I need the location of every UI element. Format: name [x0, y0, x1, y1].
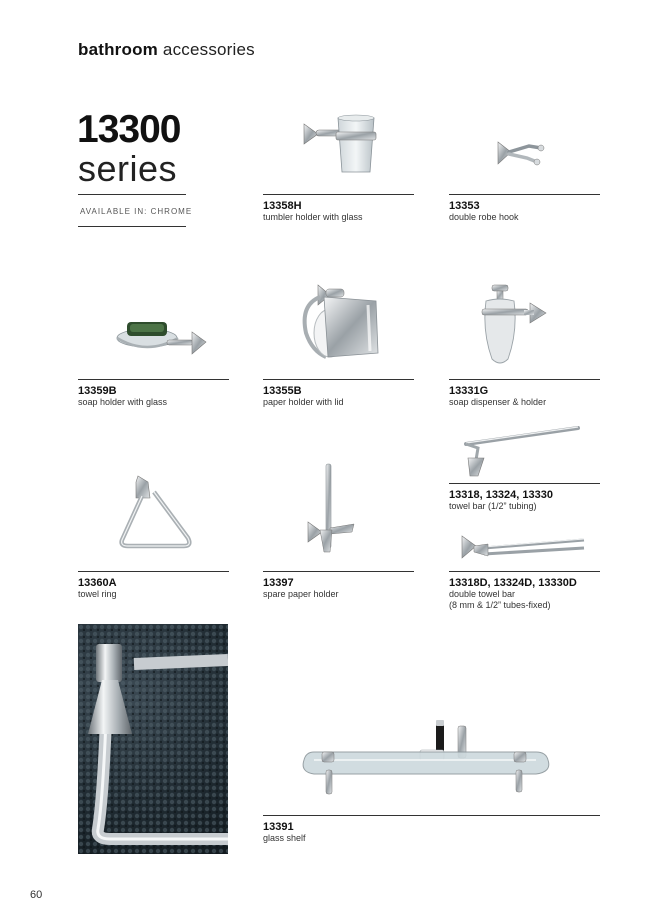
item-code-double-towel-bar: 13318D, 13324D, 13330D [449, 577, 577, 589]
item-code-13360A: 13360A [78, 577, 117, 589]
divider-double-towel-bar [449, 571, 600, 572]
divider-13355B [263, 379, 414, 380]
item-code-13391: 13391 [263, 821, 294, 833]
tumbler-holder-image [300, 110, 390, 180]
towel-ring-closeup-photo [78, 624, 228, 854]
divider-13359B [78, 379, 229, 380]
item-desc-13355B: paper holder with lid [263, 397, 344, 407]
availability-note: AVAILABLE IN: CHROME [80, 207, 193, 216]
item-code-towel-bar: 13318, 13324, 13330 [449, 489, 553, 501]
divider-13397 [263, 571, 414, 572]
series-divider-top [78, 194, 186, 195]
item-desc2-double-towel-bar: (8 mm & 1/2” tubes-fixed) [449, 600, 551, 610]
page-header [78, 40, 255, 60]
divider-13360A [78, 571, 229, 572]
divider-towel-bar [449, 483, 600, 484]
series-word: series [78, 148, 178, 189]
item-desc-13397: spare paper holder [263, 589, 339, 599]
item-desc-13391: glass shelf [263, 833, 306, 843]
item-desc-13359B: soap holder with glass [78, 397, 168, 407]
divider-13391 [263, 815, 600, 816]
item-code-13353: 13353 [449, 200, 480, 212]
header-light: accessories [162, 40, 255, 59]
divider-13353 [449, 194, 600, 195]
item-desc-13353: double robe hook [449, 212, 519, 222]
robe-hook-image [495, 136, 545, 170]
item-code-13397: 13397 [263, 577, 294, 589]
glass-shelf-image [300, 718, 554, 802]
item-code-13358H: 13358H [263, 200, 302, 212]
double-towel-bar-image [458, 530, 586, 572]
divider-13331G [449, 379, 600, 380]
item-desc-13360A: towel ring [78, 589, 117, 599]
soap-dispenser-image [478, 283, 552, 369]
spare-paper-holder-image [302, 462, 362, 558]
item-code-13355B: 13355B [263, 385, 302, 397]
towel-ring-image [110, 468, 196, 552]
series-number: 13300 [77, 108, 181, 151]
soap-holder-image [112, 316, 212, 364]
item-desc-13331G: soap dispenser & holder [449, 397, 547, 407]
header-bold: bathroom [78, 40, 158, 59]
divider-13358H [263, 194, 414, 195]
paper-holder-image [298, 275, 386, 367]
towel-bar-image [458, 422, 582, 480]
page-number: 60 [30, 889, 43, 901]
series-divider-bottom [78, 226, 186, 227]
item-code-13331G: 13331G [449, 385, 489, 397]
item-desc-13358H: tumbler holder with glass [263, 212, 363, 222]
item-desc-towel-bar: towel bar (1/2” tubing) [449, 501, 537, 511]
item-desc-double-towel-bar: double towel bar [449, 589, 516, 599]
item-code-13359B: 13359B [78, 385, 117, 397]
